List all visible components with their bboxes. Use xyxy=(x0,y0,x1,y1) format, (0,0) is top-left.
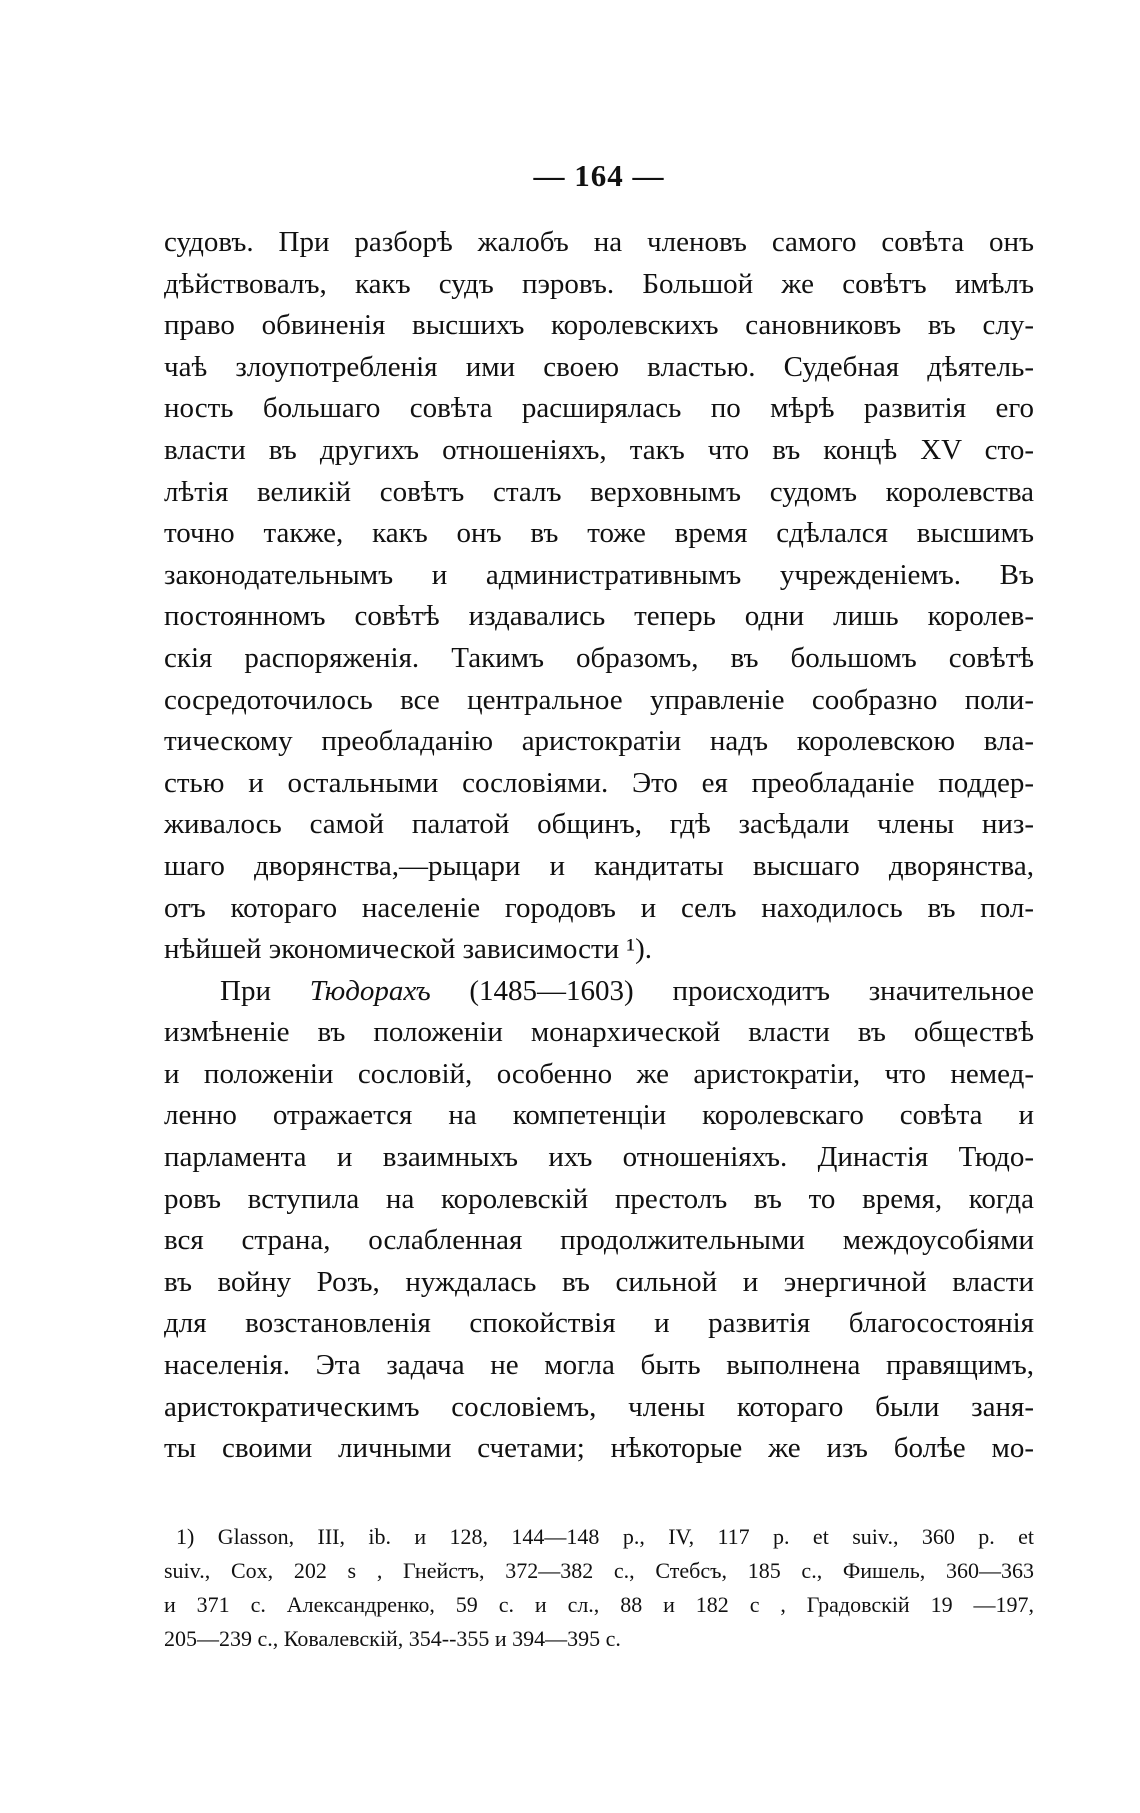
text-line: населенія. Эта задача не могла быть выполнена правящимъ, xyxy=(164,1349,1034,1382)
footnote-line: 205—239 с., Ковалевскій, 354--355 и 394—395 с. xyxy=(164,1626,621,1651)
text-line: власти въ другихъ отношеніяхъ, такъ что въ концѣ XV сто- xyxy=(164,433,1034,466)
footnotes xyxy=(164,1520,1034,1656)
text-line: дѣйствовалъ, какъ судъ пэровъ. Большой же совѣтъ имѣлъ xyxy=(164,267,1034,300)
emphasis-tudors: Тюдорахъ xyxy=(309,974,431,1007)
text-line: ленно отражается на компетенціи королевскаго совѣта и xyxy=(164,1099,1034,1132)
footnote-line: 1) Glasson, III, ib. и 128, 144—148 p., IV, 117 p. et suiv., 360 p. et xyxy=(176,1524,1034,1549)
page-number: — 164 — xyxy=(533,158,665,193)
text-line: точно также, какъ онъ въ тоже время сдѣлался высшимъ xyxy=(164,517,1034,550)
text-line: ты своими личными счетами; нѣкоторые же изъ болѣе мо- xyxy=(164,1432,1034,1465)
text-line: судовъ. При разборѣ жалобъ на членовъ самого совѣта онъ xyxy=(164,226,1034,258)
body-text xyxy=(164,222,1034,1470)
line-prefix: При xyxy=(220,974,310,1007)
text-line: вся страна, ослабленная продолжительными междоусобіями xyxy=(164,1224,1034,1257)
text-line: измѣненіе въ положеніи монархической власти въ обществѣ xyxy=(164,1016,1034,1049)
text-line: стью и остальными сословіями. Это ея преобладаніе поддер- xyxy=(164,766,1034,799)
text-line: шаго дворянства,—рыцари и кандитаты высшаго дворянства, xyxy=(164,849,1034,882)
text-line: тическому преобладанію аристократіи надъ королевскою вла- xyxy=(164,725,1034,758)
text-line: сосредоточилось все центральное управленіе сообразно поли- xyxy=(164,683,1034,716)
text-line: скія распоряженія. Такимъ образомъ, въ большомъ совѣтѣ xyxy=(164,641,1034,674)
text-line: и положеніи сословій, особенно же аристократіи, что немед- xyxy=(164,1057,1034,1090)
text-line: чаѣ злоупотребленія ими своею властью. Судебная дѣятель- xyxy=(164,350,1034,383)
footnote-line: suiv., Cox, 202 s , Гнейстъ, 372—382 с., Стебсъ, 185 с., Фишель, 360—363 xyxy=(164,1558,1034,1583)
text-line: ровъ вступила на королевскій престолъ въ то время, когда xyxy=(164,1182,1034,1215)
line-suffix: (1485—1603) происходитъ значительное xyxy=(430,974,1034,1007)
text-line: право обвиненія высшихъ королевскихъ сановниковъ въ слу- xyxy=(164,309,1034,342)
text-line: парламента и взаимныхъ ихъ отношеніяхъ. Династія Тюдо- xyxy=(164,1141,1034,1174)
footnote-line: и 371 с. Александренко, 59 с. и сл., 88 и 182 с , Градовскій 19 —197, xyxy=(164,1592,1034,1617)
text-line: лѣтія великій совѣтъ сталъ верховнымъ судомъ королевства xyxy=(164,475,1034,508)
text-line: постоянномъ совѣтѣ издавались теперь одни лишь королев- xyxy=(164,600,1034,633)
paragraph-2 xyxy=(164,971,1034,1470)
text-line: нѣйшей экономической зависимости ¹). xyxy=(164,933,653,966)
text-line: ность большаго совѣта расширялась по мѣрѣ развитія его xyxy=(164,392,1034,425)
text-line: живалось самой палатой общинъ, гдѣ засѣдали члены низ- xyxy=(164,808,1034,841)
text-line: отъ котораго населеніе городовъ и селъ находилось въ пол- xyxy=(164,891,1034,924)
text-line: законодательнымъ и административнымъ учрежденіемъ. Въ xyxy=(164,558,1034,591)
text-line-first xyxy=(164,971,1034,1013)
paragraph-1 xyxy=(164,222,1034,971)
text-line: въ войну Розъ, нуждалась въ сильной и энергичной власти xyxy=(164,1265,1034,1298)
text-line: аристократическимъ сословіемъ, члены котораго были заня- xyxy=(164,1390,1034,1423)
text-line: для возстановленія спокойствія и развитія благосостоянія xyxy=(164,1307,1034,1340)
